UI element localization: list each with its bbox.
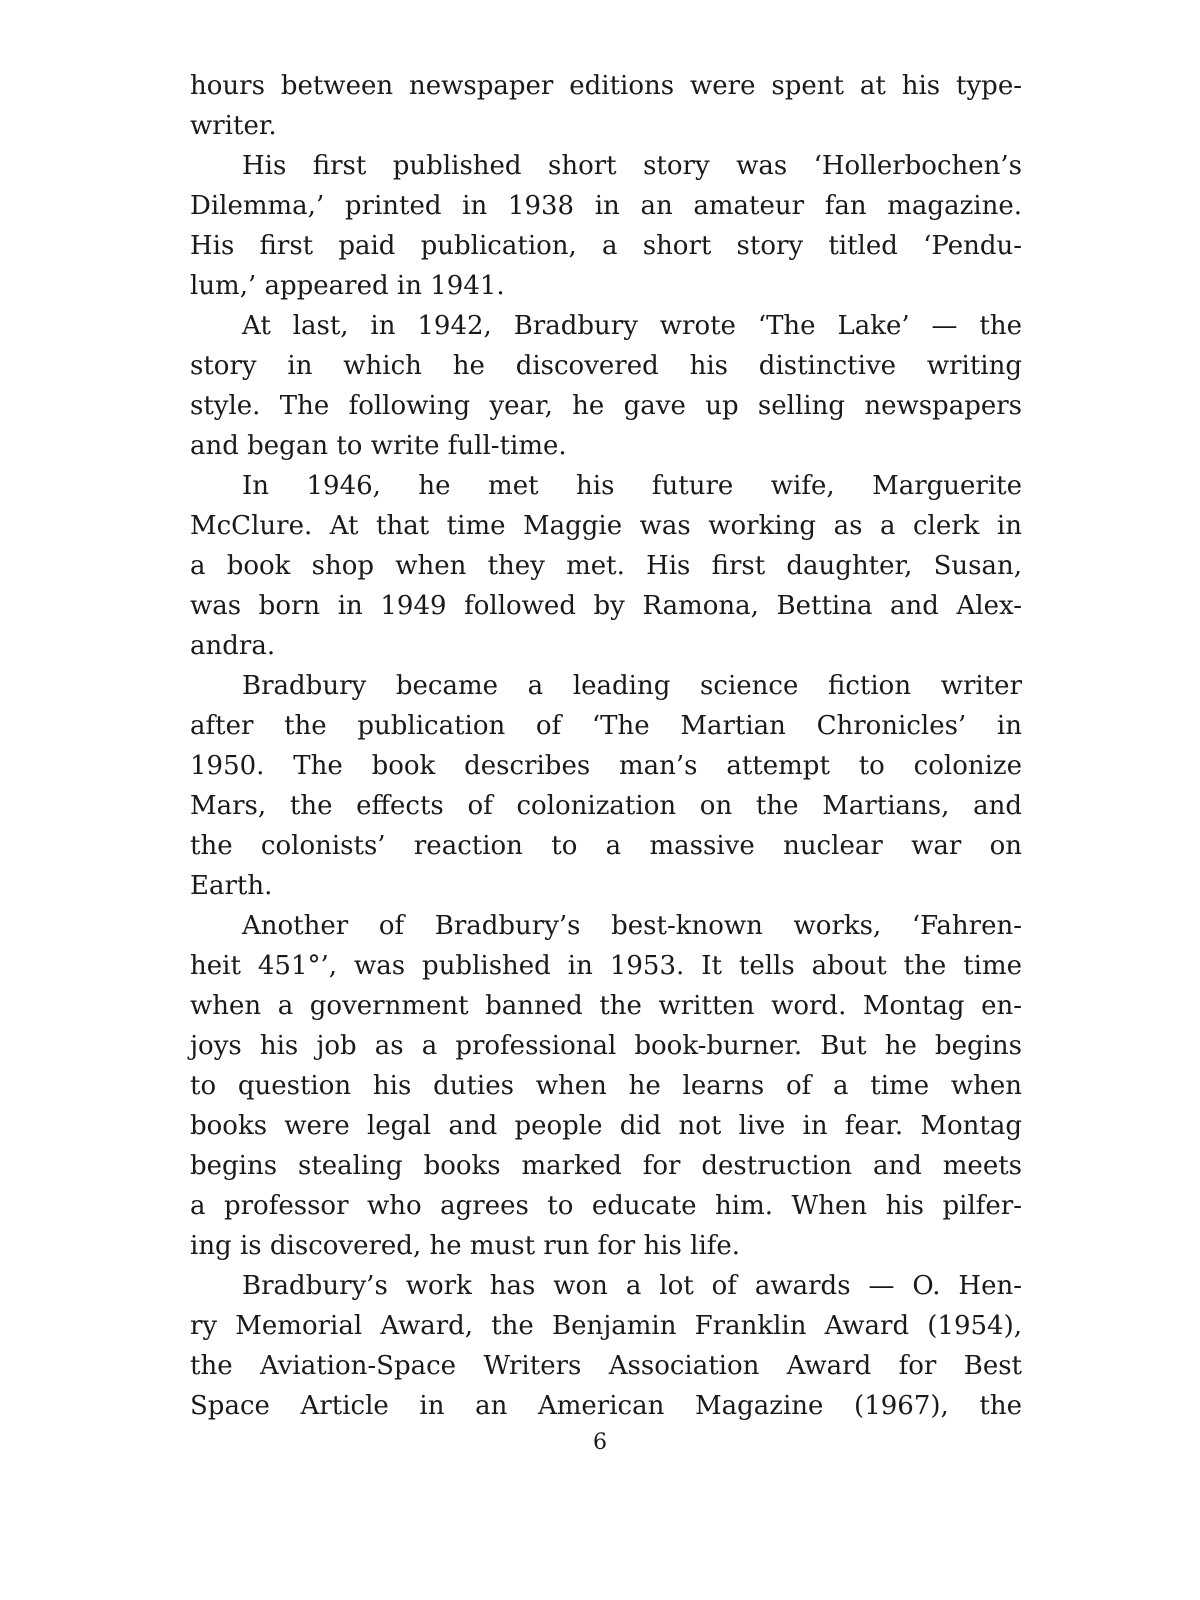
text-line: and began to write full-time. (190, 431, 567, 461)
paragraph-start-line: His first published short story was ‘Hollerbochen’s (242, 151, 1022, 181)
text-line: a professor who agrees to educate him. When his pilfer- (190, 1191, 1022, 1221)
body-text (190, 66, 1022, 1426)
text-line: the colonists’ reaction to a massive nuclear war on (190, 831, 1022, 861)
text-line: joys his job as a professional book-burner. But he begins (190, 1031, 1022, 1061)
text-line: a book shop when they met. His first daughter, Susan, (190, 551, 1022, 581)
text-line: begins stealing books marked for destruction and meets (190, 1151, 1022, 1181)
text-line: hours between newspaper editions were spent at his type- (190, 71, 1022, 101)
text-line: His first paid publication, a short story titled ‘Pendu- (190, 231, 1022, 261)
text-line: Mars, the effects of colonization on the Martians, and (190, 791, 1022, 821)
text-line: ry Memorial Award, the Benjamin Franklin Award (1954), (190, 1311, 1022, 1341)
text-line: writer. (190, 111, 277, 141)
paragraph-start-line: Bradbury’s work has won a lot of awards — O. Hen- (242, 1271, 1022, 1301)
text-line: the Aviation-Space Writers Association Award for Best (190, 1351, 1022, 1381)
text-line: lum,’ appeared in 1941. (190, 271, 505, 301)
text-line: was born in 1949 followed by Ramona, Bettina and Alex- (190, 591, 1022, 621)
paragraph-start-line: In 1946, he met his future wife, Marguerite (242, 471, 1022, 501)
text-line: Space Article in an American Magazine (1967), the (190, 1391, 1022, 1421)
text-line: when a government banned the written word. Montag en- (190, 991, 1022, 1021)
text-line: andra. (190, 631, 276, 661)
text-line: story in which he discovered his distinctive writing (190, 351, 1022, 381)
text-line: Dilemma,’ printed in 1938 in an amateur fan magazine. (190, 191, 1022, 221)
page-number: 6 (593, 1430, 607, 1455)
text-line: heit 451°’, was published in 1953. It tells about the time (190, 951, 1022, 981)
text-line: McClure. At that time Maggie was working as a clerk in (190, 511, 1022, 541)
paragraph-start-line: At last, in 1942, Bradbury wrote ‘The Lake’ — the (242, 311, 1022, 341)
text-line: books were legal and people did not live in fear. Montag (190, 1111, 1022, 1141)
paragraph-start-line: Bradbury became a leading science fiction writer (242, 671, 1022, 701)
text-line: style. The following year, he gave up selling newspapers (190, 391, 1022, 421)
text-line: after the publication of ‘The Martian Chronicles’ in (190, 711, 1022, 741)
text-line: to question his duties when he learns of a time when (190, 1071, 1022, 1101)
paragraph-start-line: Another of Bradbury’s best-known works, ‘Fahren- (242, 911, 1022, 941)
text-line: ing is discovered, he must run for his life. (190, 1231, 741, 1261)
text-line: Earth. (190, 871, 273, 901)
text-line: 1950. The book describes man’s attempt to colonize (190, 751, 1022, 781)
